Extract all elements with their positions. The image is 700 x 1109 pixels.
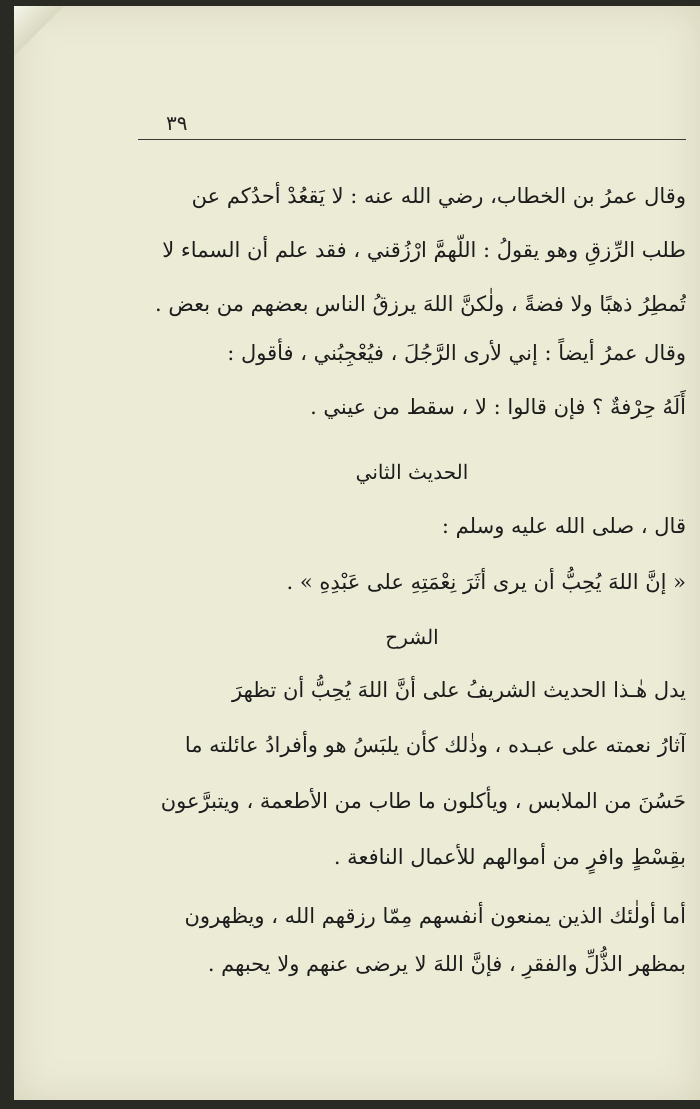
text-line: أما أولٰئك الذين يمنعون أنفسهم مِمّا رزقهم الله ، ويظهرون bbox=[184, 904, 686, 928]
hadith-quote: « إنَّ اللهَ يُحِبُّ أن يرى أثَرَ نِعْمَتِهِ على عَبْدِهِ » . bbox=[286, 570, 686, 594]
text-line: طلب الرِّزقِ وهو يقولُ : اللّهمَّ ارْزُقني ، فقد علم أن السماء لا bbox=[162, 238, 686, 262]
text-line: آثارُ نعمته على عبـده ، وذٰلك كأن يلبَسُ هو وأفرادُ عائلته ما bbox=[184, 733, 686, 757]
page-header bbox=[138, 109, 686, 140]
text-line: قال ، صلى الله عليه وسلم : bbox=[441, 514, 686, 538]
text-line: حَسُنَ من الملابس ، ويأكلون ما طاب من الأطعمة ، ويتبرَّعون bbox=[160, 789, 686, 813]
text-line: تُمطِرُ ذهبًا ولا فضةً ، ولٰكنَّ اللهَ يرزقُ الناس بعضهم من بعض . bbox=[155, 292, 686, 316]
text-line: وقال عمرُ بن الخطاب، رضي الله عنه : لا يَقعُدْ أحدُكم عن bbox=[191, 184, 686, 208]
text-line: أَلَهُ حِرْفةٌ ؟ فإن قالوا : لا ، سقط من عيني . bbox=[310, 395, 686, 419]
text-line: بقِسْطٍ وافرٍ من أموالهم للأعمال النافعة . bbox=[333, 845, 686, 869]
section-heading: الشرح bbox=[385, 625, 439, 649]
folded-corner bbox=[14, 6, 74, 56]
book-page bbox=[14, 6, 700, 1100]
text-line: وقال عمرُ أيضاً : إني لأرى الرَّجُلَ ، فيُعْجِبُني ، فأقول : bbox=[227, 341, 686, 365]
text-line: يدل هٰـذا الحديث الشريفُ على أنَّ اللهَ يُحِبُّ أن تظهرَ bbox=[231, 678, 686, 702]
page-number: ٣٩ bbox=[166, 111, 188, 135]
section-heading: الحديث الثاني bbox=[355, 460, 469, 484]
text-line: بمظهر الذُّلِّ والفقرِ ، فإنَّ اللهَ لا يرضى عنهم ولا يحبهم . bbox=[207, 952, 686, 976]
